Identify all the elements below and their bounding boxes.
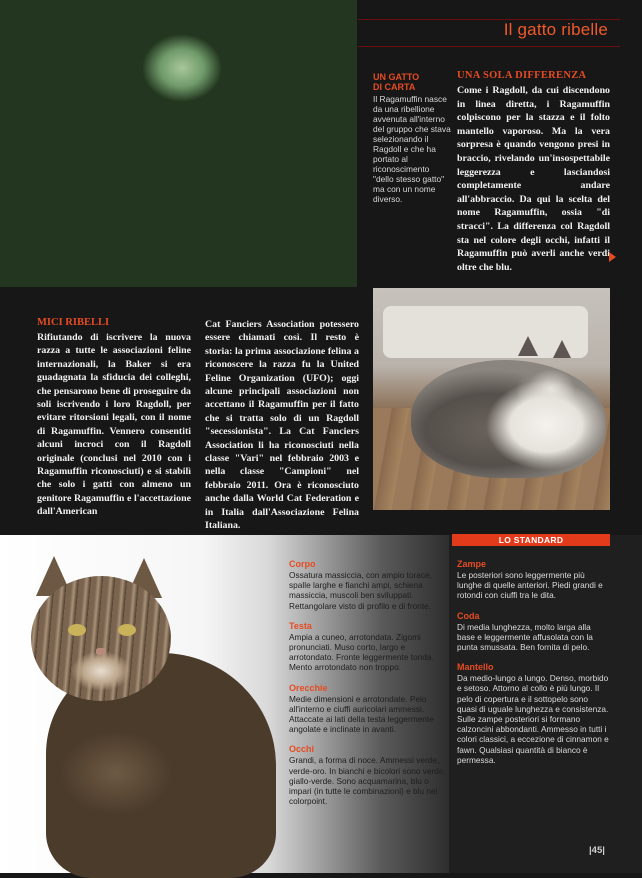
- cat-closeup-photo: [0, 0, 357, 287]
- cat-eye: [68, 624, 86, 636]
- standard-item-text: Da medio-lungo a lungo. Denso, morbido e setoso. Attorno al collo è più lungo. Il pelo di copertura e il sottopelo sono quasi di uguale lunghezza e consistenza. Sulle zampe posteriori si formano calzoncini abbondanti. Ammesso in tutti i colori classici, a eccezione di cinnamon e fawn. Qualsiasi quantità di bianco è permessa.: [457, 673, 609, 765]
- standard-item-text: Ampia a cuneo, arrotondata. Zigomi pronunciati. Muso corto, largo e arrotondato. Fronte leggermente tonda. Mento arrotondato non troppo.: [289, 631, 434, 673]
- difference-paragraph: Come i Ragdoll, da cui discendono in linea diretta, i Ragamuffin colpiscono per la stazza e il folto mantello vaporoso. Ma la vera sorpresa è quando vengono presi in braccio, rivelando un'insospettabile leggerezza e lasciandosi completamente andare all'abbraccio. Da qui la scelta del nome Ragamuffin, ossia "di stracci". La differenza col Ragdoll sta nel colore degli occhi, infatti il Ragamuffin può averli anche verdi oltre che blu.: [457, 85, 610, 273]
- standard-item-title: Corpo: [289, 559, 316, 569]
- sidebar-title: UN GATTO DI CARTA: [373, 72, 420, 92]
- cat-nose: [96, 648, 106, 655]
- standard-item: [289, 621, 447, 673]
- mici-column-2: Cat Fanciers Association potessero essere chiamati così. Il resto è storia: la prima associazione felina a riconoscere la razza fu la United Feline Organization (UFO); oggi alcune principali associazioni non accettano il Ragamuffin per il fatto che si tratta solo di un Ragdoll "secessionista". La Cat Fanciers Association li ha riconosciuti nella classe "Vari" nel febbraio 2003 e nella classe "Campioni" nel febbraio 2011. Ora è riconosciuto anche dalla World Cat Federation e in Italia dall'Associazione Felina Italiana.: [205, 319, 359, 532]
- continue-arrow-icon: [609, 252, 616, 262]
- page-number: |45|: [589, 845, 605, 856]
- standard-item-title: Orecchie: [289, 682, 328, 693]
- standard-header: LO STANDARD: [498, 535, 564, 545]
- standard-item-text: Medie dimensioni e arrotondate. Pelo all'interno e ciuffi auricolari ammessi. Attaccate ai lati della testa leggermente angolate e inclinate in avanti.: [289, 693, 434, 735]
- mici-column-1: Rifiutando di iscrivere la nuova razza a tutte le associazioni feline internazionali, la Baker si era guadagnata la sfiducia dei colleghi, che pensarono bene di proseguire da soli iscrivendo i loro Ragdoll, per evitare ritorsioni legali, con il nome di Ragamuffin. Vennero consentiti alcuni incroci con il Ragdoll originale (conclusi nel 2010 con i Ragamuffin riconosciuti) e si stabilì che solo i gatti con almeno un genitore Ragamuffin e l'accettazione dall'American: [37, 332, 191, 518]
- mici-heading: MICI RIBELLI: [37, 317, 110, 328]
- standard-item-text: Le posteriori sono leggermente più lunghe di quelle anteriori. Piedi grandi e rotondi con ciuffi tra le dita.: [457, 570, 603, 601]
- cat-head: [31, 576, 171, 701]
- page-title: Il gatto ribelle: [503, 20, 608, 39]
- standard-item: [457, 559, 609, 601]
- cat-lying-photo: [373, 288, 610, 510]
- standard-item-title: Mantello: [457, 662, 494, 673]
- cat-ear: [553, 340, 571, 358]
- sitting-cat-photo: [6, 548, 286, 873]
- lying-cat: [411, 360, 606, 478]
- standard-item-title: Occhi: [289, 744, 315, 755]
- standard-item: [289, 683, 447, 735]
- sidebar-text: Il Ragamuffin nasce da una ribellione avvenuta all'interno del gruppo che stava selezionando il Ragdoll e che ha portato al riconoscimento "dello stesso gatto" ma con un nome diverso.: [373, 94, 451, 204]
- standard-item-title: Testa: [289, 620, 312, 631]
- standard-left-column: [289, 559, 447, 816]
- standard-item-title: Zampe: [457, 559, 487, 569]
- standard-item: [289, 744, 447, 806]
- difference-heading: UNA SOLA DIFFERENZA: [457, 70, 587, 81]
- standard-item-text: Di media lunghezza, molto larga alla base e leggermente affusolata con la punta smussata. Ben fornita di pelo.: [457, 621, 593, 653]
- cat-ear: [518, 336, 538, 356]
- standard-item-title: Coda: [457, 610, 480, 621]
- standard-item: [457, 611, 609, 653]
- standard-item-text: Ossatura massiccia, con ampio torace, spalle larghe e fianchi ampi, schiena massiccia, muscoli ben sviluppati. Rettangolare visto di profilo e di fronte.: [289, 570, 432, 611]
- standard-item: [289, 559, 447, 611]
- standard-item: [457, 662, 609, 765]
- cat-eye: [118, 624, 136, 636]
- standard-right-column: [457, 559, 609, 775]
- standard-item-text: Grandi, a forma di noce. Ammessi verde, verde-oro. In bianchi e bicolori sono verde, giallo-verde. Sono acquamarina, blu o impari (in tutte le combinazioni) e blu nei colorpoint.: [289, 755, 446, 807]
